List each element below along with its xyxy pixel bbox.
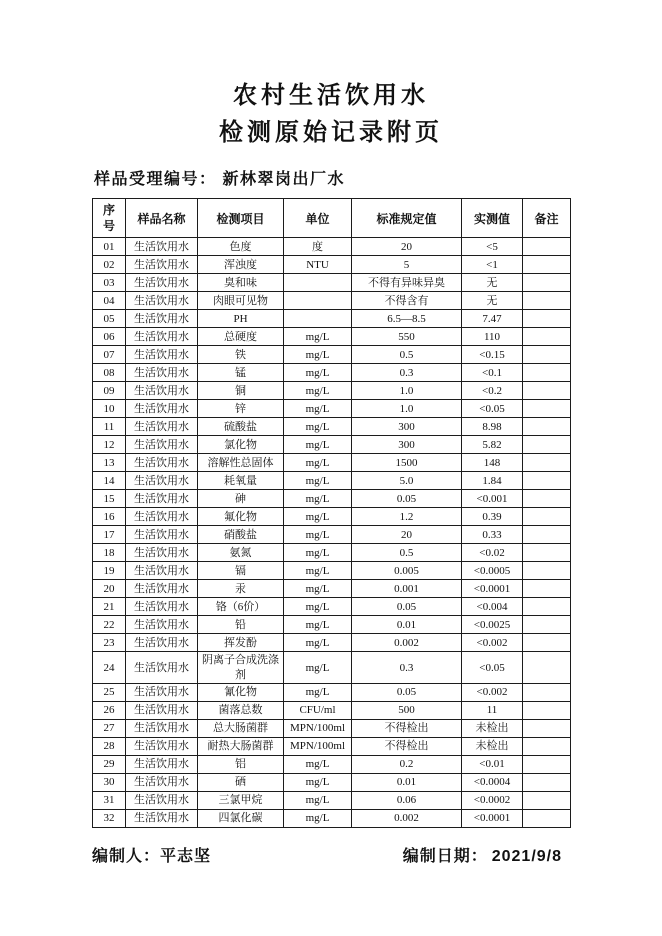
row-seq: 09 <box>93 382 126 400</box>
row-unit: 度 <box>284 238 352 256</box>
row-unit: mg/L <box>284 526 352 544</box>
row-unit: mg/L <box>284 791 352 809</box>
results-table-header <box>93 199 571 238</box>
table-row <box>93 238 571 256</box>
col-header-measured-value: 实测值 <box>462 199 523 238</box>
row-remark <box>523 737 571 755</box>
row-test-item: 硒 <box>198 773 284 791</box>
document-title-line1: 农村生活饮用水 <box>233 83 429 109</box>
row-remark <box>523 490 571 508</box>
row-measured-value: <0.002 <box>462 683 523 701</box>
row-test-item: 肉眼可见物 <box>198 292 284 310</box>
row-remark <box>523 328 571 346</box>
row-standard-value: 0.3 <box>352 652 462 684</box>
row-seq: 28 <box>93 737 126 755</box>
row-seq: 10 <box>93 400 126 418</box>
row-seq: 25 <box>93 683 126 701</box>
row-sample-name: 生活饮用水 <box>126 652 198 684</box>
sample-id-label: 样品受理编号： <box>94 171 217 189</box>
row-remark <box>523 292 571 310</box>
row-test-item: 砷 <box>198 490 284 508</box>
header-row <box>93 199 571 238</box>
row-standard-value: 不得有异味异臭 <box>352 274 462 292</box>
row-measured-value: <0.2 <box>462 382 523 400</box>
row-sample-name: 生活饮用水 <box>126 328 198 346</box>
row-standard-value: 1.2 <box>352 508 462 526</box>
row-test-item: 硫酸盐 <box>198 418 284 436</box>
row-standard-value: 0.05 <box>352 490 462 508</box>
results-table-body <box>93 238 571 828</box>
row-measured-value: 0.39 <box>462 508 523 526</box>
row-test-item: 总硬度 <box>198 328 284 346</box>
row-measured-value: <0.02 <box>462 544 523 562</box>
row-unit: mg/L <box>284 544 352 562</box>
row-remark <box>523 598 571 616</box>
row-standard-value: 300 <box>352 418 462 436</box>
row-unit <box>284 292 352 310</box>
row-standard-value: 1.0 <box>352 400 462 418</box>
row-measured-value: <0.0004 <box>462 773 523 791</box>
row-test-item: 耗氧量 <box>198 472 284 490</box>
row-remark <box>523 719 571 737</box>
row-standard-value: 0.005 <box>352 562 462 580</box>
row-unit: mg/L <box>284 773 352 791</box>
row-seq: 07 <box>93 346 126 364</box>
row-standard-value: 不得检出 <box>352 719 462 737</box>
col-header-test-item: 检测项目 <box>198 199 284 238</box>
row-unit: mg/L <box>284 755 352 773</box>
table-row <box>93 544 571 562</box>
row-standard-value: 0.06 <box>352 791 462 809</box>
table-row <box>93 292 571 310</box>
row-unit: mg/L <box>284 328 352 346</box>
row-measured-value: <0.0001 <box>462 809 523 827</box>
table-row <box>93 490 571 508</box>
row-test-item: 铝 <box>198 755 284 773</box>
row-seq: 17 <box>93 526 126 544</box>
row-test-item: 镉 <box>198 562 284 580</box>
row-measured-value: <0.05 <box>462 652 523 684</box>
prepared-by <box>92 843 211 866</box>
row-unit: mg/L <box>284 562 352 580</box>
table-row <box>93 454 571 472</box>
row-unit: mg/L <box>284 616 352 634</box>
row-measured-value: <0.0001 <box>462 580 523 598</box>
row-test-item: 菌落总数 <box>198 701 284 719</box>
row-sample-name: 生活饮用水 <box>126 490 198 508</box>
row-remark <box>523 652 571 684</box>
row-unit: mg/L <box>284 683 352 701</box>
row-seq: 21 <box>93 598 126 616</box>
row-seq: 27 <box>93 719 126 737</box>
table-row <box>93 737 571 755</box>
row-standard-value: 500 <box>352 701 462 719</box>
row-sample-name: 生活饮用水 <box>126 274 198 292</box>
row-test-item: 色度 <box>198 238 284 256</box>
prepared-date <box>403 843 570 866</box>
row-measured-value: 1.84 <box>462 472 523 490</box>
row-standard-value: 0.01 <box>352 616 462 634</box>
row-measured-value: 11 <box>462 701 523 719</box>
prepared-date-value: 2021/9/8 <box>491 847 562 865</box>
row-unit: NTU <box>284 256 352 274</box>
row-sample-name: 生活饮用水 <box>126 701 198 719</box>
row-sample-name: 生活饮用水 <box>126 598 198 616</box>
row-unit: mg/L <box>284 436 352 454</box>
row-remark <box>523 526 571 544</box>
row-unit: mg/L <box>284 598 352 616</box>
row-standard-value: 0.3 <box>352 364 462 382</box>
row-test-item: 四氯化碳 <box>198 809 284 827</box>
row-seq: 29 <box>93 755 126 773</box>
row-sample-name: 生活饮用水 <box>126 436 198 454</box>
row-remark <box>523 472 571 490</box>
row-seq: 23 <box>93 634 126 652</box>
table-row <box>93 256 571 274</box>
row-sample-name: 生活饮用水 <box>126 292 198 310</box>
row-standard-value: 0.05 <box>352 683 462 701</box>
row-sample-name: 生活饮用水 <box>126 719 198 737</box>
row-test-item: 铜 <box>198 382 284 400</box>
row-sample-name: 生活饮用水 <box>126 364 198 382</box>
row-seq: 02 <box>93 256 126 274</box>
row-measured-value: 0.33 <box>462 526 523 544</box>
sample-id-line <box>94 166 570 189</box>
table-row <box>93 773 571 791</box>
table-row <box>93 580 571 598</box>
row-sample-name: 生活饮用水 <box>126 418 198 436</box>
row-seq: 11 <box>93 418 126 436</box>
row-standard-value: 550 <box>352 328 462 346</box>
row-seq: 03 <box>93 274 126 292</box>
row-measured-value: 未检出 <box>462 737 523 755</box>
row-standard-value: 1500 <box>352 454 462 472</box>
row-sample-name: 生活饮用水 <box>126 400 198 418</box>
table-row <box>93 562 571 580</box>
row-unit: mg/L <box>284 454 352 472</box>
row-measured-value: <1 <box>462 256 523 274</box>
col-header-seq: 序号 <box>93 199 126 238</box>
prepared-date-label: 编制日期： <box>402 847 488 865</box>
row-unit: mg/L <box>284 508 352 526</box>
row-seq: 04 <box>93 292 126 310</box>
row-measured-value: <0.0005 <box>462 562 523 580</box>
table-row <box>93 683 571 701</box>
row-seq: 12 <box>93 436 126 454</box>
row-remark <box>523 274 571 292</box>
col-header-sample-name: 样品名称 <box>126 199 198 238</box>
row-seq: 05 <box>93 310 126 328</box>
table-row <box>93 701 571 719</box>
row-remark <box>523 364 571 382</box>
results-table <box>92 198 571 828</box>
row-unit: MPN/100ml <box>284 719 352 737</box>
table-row <box>93 508 571 526</box>
row-sample-name: 生活饮用水 <box>126 562 198 580</box>
row-measured-value: 无 <box>462 292 523 310</box>
row-test-item: 溶解性总固体 <box>198 454 284 472</box>
table-row <box>93 616 571 634</box>
row-sample-name: 生活饮用水 <box>126 616 198 634</box>
row-test-item: 铬（6价） <box>198 598 284 616</box>
table-row <box>93 791 571 809</box>
row-remark <box>523 238 571 256</box>
row-standard-value: 0.5 <box>352 544 462 562</box>
row-sample-name: 生活饮用水 <box>126 683 198 701</box>
row-seq: 01 <box>93 238 126 256</box>
row-remark <box>523 400 571 418</box>
row-unit: mg/L <box>284 580 352 598</box>
table-row <box>93 328 571 346</box>
row-unit: mg/L <box>284 809 352 827</box>
row-test-item: 耐热大肠菌群 <box>198 737 284 755</box>
row-test-item: 臭和味 <box>198 274 284 292</box>
table-row <box>93 652 571 684</box>
table-row <box>93 526 571 544</box>
col-header-unit: 单位 <box>284 199 352 238</box>
row-unit: mg/L <box>284 346 352 364</box>
table-row <box>93 310 571 328</box>
table-row <box>93 400 571 418</box>
row-test-item: 氨氮 <box>198 544 284 562</box>
row-remark <box>523 616 571 634</box>
row-remark <box>523 791 571 809</box>
row-seq: 24 <box>93 652 126 684</box>
col-header-standard-value: 标准规定值 <box>352 199 462 238</box>
row-sample-name: 生活饮用水 <box>126 346 198 364</box>
table-row <box>93 382 571 400</box>
row-sample-name: 生活饮用水 <box>126 310 198 328</box>
row-seq: 32 <box>93 809 126 827</box>
row-test-item: 氰化物 <box>198 683 284 701</box>
row-remark <box>523 382 571 400</box>
row-standard-value: 0.5 <box>352 346 462 364</box>
document-title-line2: 检测原始记录附页 <box>219 120 443 147</box>
row-unit: mg/L <box>284 652 352 684</box>
row-seq: 08 <box>93 364 126 382</box>
row-test-item: 氟化物 <box>198 508 284 526</box>
row-sample-name: 生活饮用水 <box>126 544 198 562</box>
row-unit <box>284 310 352 328</box>
row-measured-value: <0.004 <box>462 598 523 616</box>
row-sample-name: 生活饮用水 <box>126 755 198 773</box>
row-measured-value: <0.1 <box>462 364 523 382</box>
row-sample-name: 生活饮用水 <box>126 508 198 526</box>
row-standard-value: 20 <box>352 526 462 544</box>
row-remark <box>523 310 571 328</box>
row-remark <box>523 580 571 598</box>
table-row <box>93 598 571 616</box>
row-remark <box>523 755 571 773</box>
row-sample-name: 生活饮用水 <box>126 634 198 652</box>
row-measured-value: <0.15 <box>462 346 523 364</box>
row-measured-value: <0.001 <box>462 490 523 508</box>
sample-id-value: 新林翠岗出厂水 <box>222 171 346 189</box>
row-sample-name: 生活饮用水 <box>126 737 198 755</box>
row-seq: 18 <box>93 544 126 562</box>
row-standard-value: 1.0 <box>352 382 462 400</box>
row-unit: mg/L <box>284 418 352 436</box>
table-row <box>93 719 571 737</box>
row-seq: 13 <box>93 454 126 472</box>
row-remark <box>523 562 571 580</box>
row-standard-value: 5.0 <box>352 472 462 490</box>
row-test-item: 硝酸盐 <box>198 526 284 544</box>
document-footer <box>92 843 570 866</box>
row-standard-value: 0.002 <box>352 809 462 827</box>
row-unit: mg/L <box>284 400 352 418</box>
row-unit: mg/L <box>284 364 352 382</box>
row-remark <box>523 346 571 364</box>
row-test-item: 三氯甲烷 <box>198 791 284 809</box>
table-row <box>93 346 571 364</box>
row-remark <box>523 773 571 791</box>
row-unit: mg/L <box>284 382 352 400</box>
row-measured-value: <5 <box>462 238 523 256</box>
row-standard-value: 不得含有 <box>352 292 462 310</box>
prepared-by-name: 平志坚 <box>160 847 212 865</box>
row-test-item: 阴离子合成洗涤剂 <box>198 652 284 684</box>
row-measured-value: <0.002 <box>462 634 523 652</box>
row-standard-value: 300 <box>352 436 462 454</box>
row-seq: 16 <box>93 508 126 526</box>
row-sample-name: 生活饮用水 <box>126 382 198 400</box>
row-measured-value: 未检出 <box>462 719 523 737</box>
row-test-item: 锌 <box>198 400 284 418</box>
row-remark <box>523 256 571 274</box>
row-remark <box>523 544 571 562</box>
prepared-by-label: 编制人： <box>92 847 161 865</box>
row-seq: 20 <box>93 580 126 598</box>
row-measured-value: <0.0002 <box>462 791 523 809</box>
row-unit: mg/L <box>284 490 352 508</box>
table-row <box>93 755 571 773</box>
row-seq: 30 <box>93 773 126 791</box>
row-standard-value: 6.5—8.5 <box>352 310 462 328</box>
row-measured-value: <0.01 <box>462 755 523 773</box>
row-sample-name: 生活饮用水 <box>126 791 198 809</box>
row-remark <box>523 701 571 719</box>
row-test-item: 浑浊度 <box>198 256 284 274</box>
row-remark <box>523 683 571 701</box>
table-row <box>93 418 571 436</box>
row-test-item: 铅 <box>198 616 284 634</box>
row-sample-name: 生活饮用水 <box>126 238 198 256</box>
row-sample-name: 生活饮用水 <box>126 773 198 791</box>
row-test-item: 汞 <box>198 580 284 598</box>
row-sample-name: 生活饮用水 <box>126 472 198 490</box>
row-remark <box>523 454 571 472</box>
row-standard-value: 0.05 <box>352 598 462 616</box>
row-test-item: PH <box>198 310 284 328</box>
row-unit: CFU/ml <box>284 701 352 719</box>
row-sample-name: 生活饮用水 <box>126 526 198 544</box>
row-measured-value: <0.0025 <box>462 616 523 634</box>
table-row <box>93 809 571 827</box>
table-row <box>93 436 571 454</box>
row-sample-name: 生活饮用水 <box>126 580 198 598</box>
row-measured-value: 110 <box>462 328 523 346</box>
row-test-item: 总大肠菌群 <box>198 719 284 737</box>
row-test-item: 锰 <box>198 364 284 382</box>
row-unit: mg/L <box>284 472 352 490</box>
row-seq: 15 <box>93 490 126 508</box>
table-row <box>93 472 571 490</box>
row-measured-value: 8.98 <box>462 418 523 436</box>
row-remark <box>523 436 571 454</box>
row-remark <box>523 809 571 827</box>
row-seq: 26 <box>93 701 126 719</box>
row-unit: MPN/100ml <box>284 737 352 755</box>
row-measured-value: <0.05 <box>462 400 523 418</box>
row-standard-value: 0.002 <box>352 634 462 652</box>
row-measured-value: 7.47 <box>462 310 523 328</box>
row-measured-value: 5.82 <box>462 436 523 454</box>
row-standard-value: 20 <box>352 238 462 256</box>
row-standard-value: 5 <box>352 256 462 274</box>
row-unit: mg/L <box>284 634 352 652</box>
row-seq: 31 <box>93 791 126 809</box>
table-row <box>93 364 571 382</box>
row-standard-value: 不得检出 <box>352 737 462 755</box>
row-test-item: 挥发酚 <box>198 634 284 652</box>
row-standard-value: 0.001 <box>352 580 462 598</box>
row-seq: 19 <box>93 562 126 580</box>
row-remark <box>523 634 571 652</box>
table-row <box>93 634 571 652</box>
row-sample-name: 生活饮用水 <box>126 256 198 274</box>
row-sample-name: 生活饮用水 <box>126 454 198 472</box>
row-sample-name: 生活饮用水 <box>126 809 198 827</box>
row-seq: 14 <box>93 472 126 490</box>
col-header-remark: 备注 <box>523 199 571 238</box>
row-remark <box>523 508 571 526</box>
row-standard-value: 0.01 <box>352 773 462 791</box>
document-title <box>92 78 570 152</box>
row-measured-value: 148 <box>462 454 523 472</box>
row-measured-value: 无 <box>462 274 523 292</box>
row-test-item: 氯化物 <box>198 436 284 454</box>
row-test-item: 铁 <box>198 346 284 364</box>
row-remark <box>523 418 571 436</box>
row-seq: 06 <box>93 328 126 346</box>
row-standard-value: 0.2 <box>352 755 462 773</box>
table-row <box>93 274 571 292</box>
row-unit <box>284 274 352 292</box>
row-seq: 22 <box>93 616 126 634</box>
